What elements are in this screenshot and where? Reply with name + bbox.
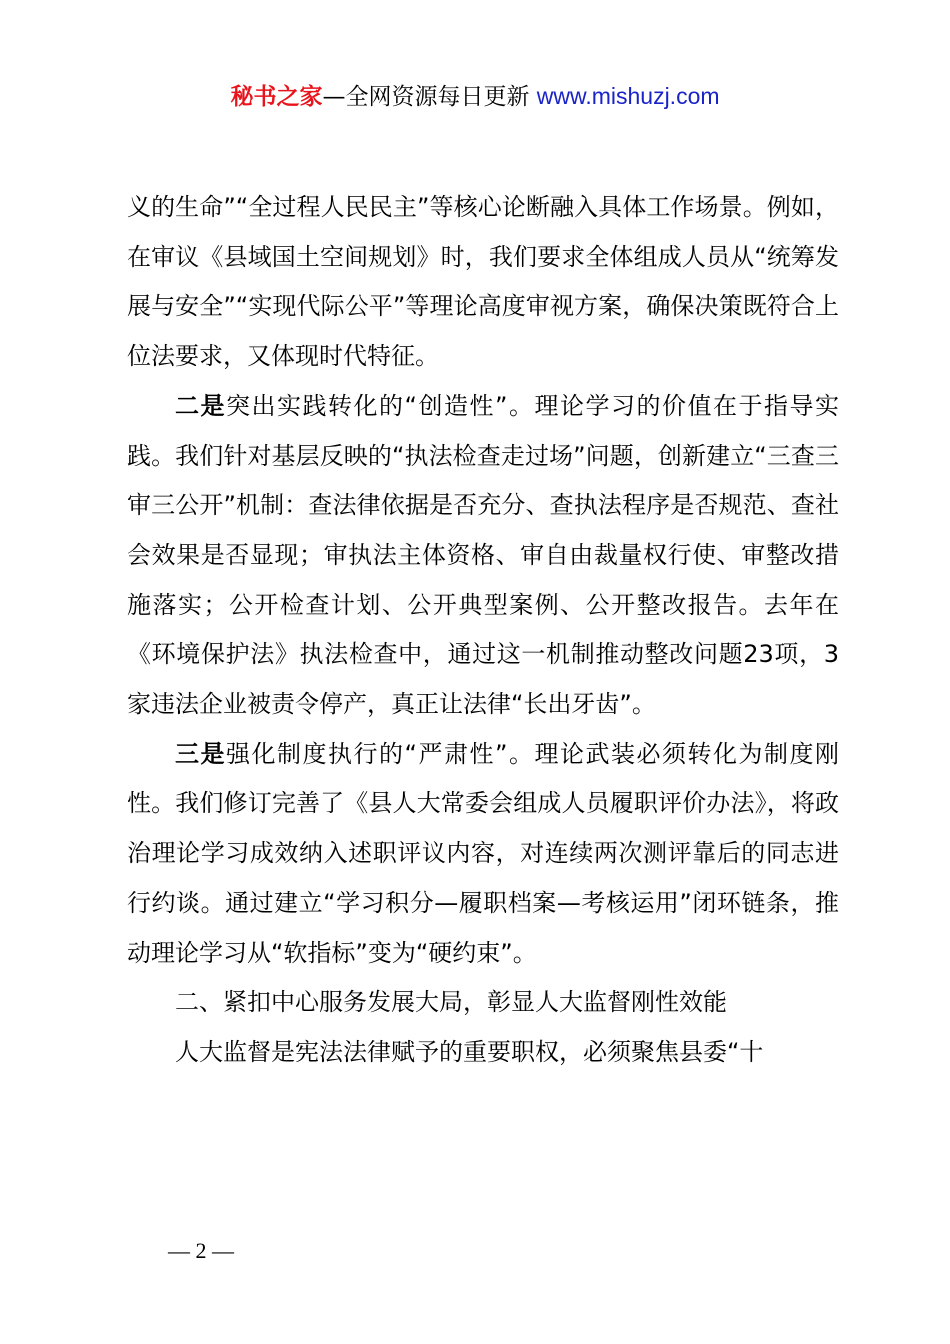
paragraph-text: 义的生命”“全过程人民民主”等核心论断融入具体工作场景。例如，在审议《县域国土空间规划》时，我们要求全体组成人员从“统筹发展与安全”“实现代际公平”等理论高度审视方案，确保决策既符合上位法要求，又体现时代特征。 — [127, 193, 839, 371]
paragraph-lead: 三是 — [175, 739, 227, 768]
paragraph-last: 人大监督是宪法法律赋予的重要职权，必须聚焦县委“十 — [175, 1037, 764, 1066]
page-number: — 2 — — [168, 1238, 234, 1263]
document-body — [127, 183, 839, 1078]
paragraph-point-two — [127, 382, 839, 730]
paragraph-continued — [127, 183, 839, 382]
site-slogan: —全网资源每日更新 — [322, 84, 537, 110]
section-heading: 二、紧扣中心服务发展大局，彰显人大监督刚性效能 — [175, 988, 727, 1017]
paragraph-text: 突出实践转化的“创造性”。理论学习的价值在于指导实践。我们针对基层反映的“执法检查走过场”问题，创新建立“三查三审三公开”机制：查法律依据是否充分、查执法程序是否规范、查社会效果是否显现；审执法主体资格、审自由裁量权行使、审整改措施落实；公开检查计划、公开典型案例、公开整改报告。去年在《环境保护法》执法检查中，通过这一机制推动整改问题23项，3家违法企业被责令停产，真正让法律“长出牙齿”。 — [127, 391, 839, 719]
site-brand: 秘书之家 — [230, 84, 323, 110]
paragraph-lead: 二是 — [175, 391, 227, 420]
paragraph-point-three — [127, 730, 839, 979]
site-header — [0, 80, 950, 113]
paragraph-text: 强化制度执行的“严肃性”。理论武装必须转化为制度刚性。我们修订完善了《县人大常委会组成人员履职评价办法》，将政治理论学习成效纳入述职评议内容，对连续两次测评靠后的同志进行约谈。通过建立“学习积分—履职档案—考核运用”闭环链条，推动理论学习从“软指标”变为“硬约束”。 — [127, 739, 839, 967]
site-url[interactable]: www.mishuzj.com — [536, 83, 720, 109]
